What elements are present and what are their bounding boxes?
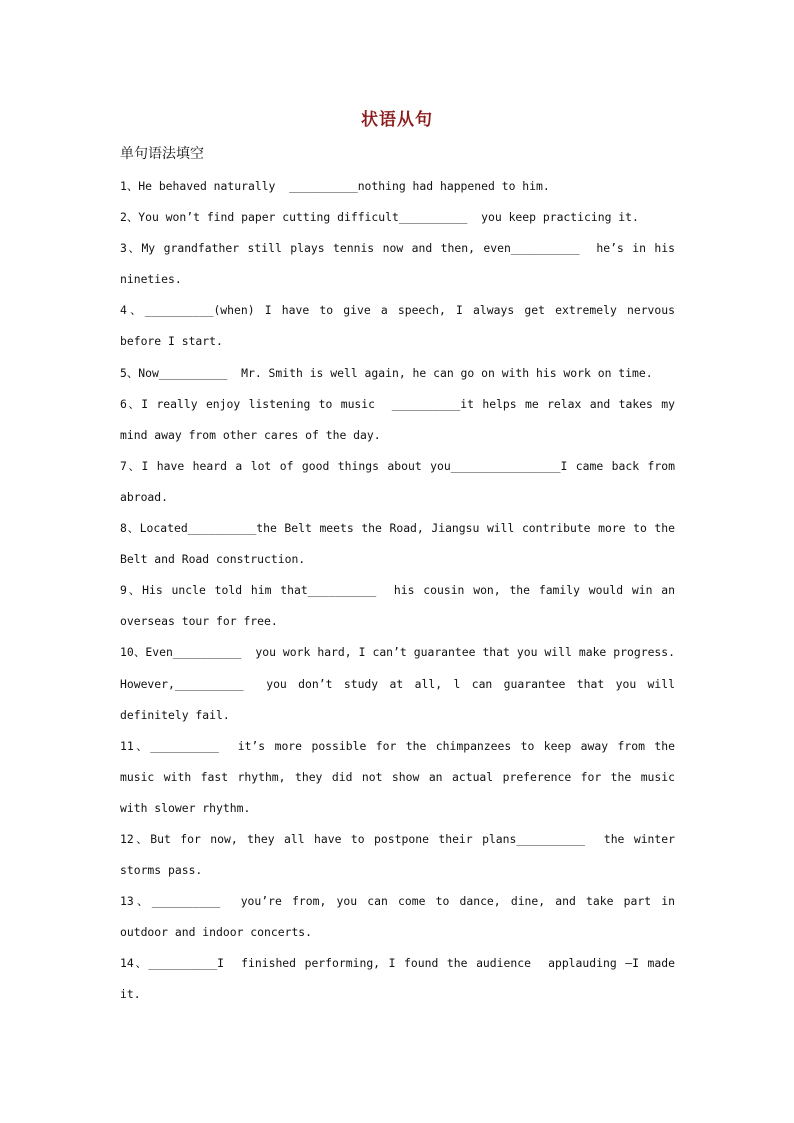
question-text: 8、Located__________the Belt meets the Road, Jiangsu will contribute more to the Belt and Road construction. [120,521,682,567]
question-text: 10、Even__________ you work hard, I can’t guarantee that you will make progress. However,__________ you don’t study at all, l can guarantee that you will definitely fail. [120,645,682,722]
page-title: 状语从句 [361,110,433,130]
question-item [120,948,689,1010]
question-item [120,295,682,357]
question-item [120,824,682,886]
question-item [120,202,675,233]
question-text: 4、__________(when) I have to give a speech, I always get extremely nervous before I start. [120,303,682,349]
question-text: 5、Now__________ Mr. Smith is well again, he can go on with his work on time. [120,365,653,380]
question-text: 14、__________I finished performing, I found the audience applauding —I made it. [120,956,689,1002]
question-item [120,171,675,202]
question-text: 6、I really enjoy listening to music __________it helps me relax and takes my mind away from other cares of the day. [120,396,682,442]
question-item [120,513,682,575]
question-text: 11、__________ it’s more possible for the chimpanzees to keep away from the music with fast rhythm, they did not show an actual preference for the music with slower rhythm. [120,738,682,815]
section-title: 单句语法填空 [120,146,204,162]
question-item [120,886,682,948]
question-item [120,731,682,824]
question-item [120,451,682,513]
question-item [120,575,682,637]
question-item [120,389,682,451]
question-text: 3、My grandfather still plays tennis now and then, even__________ he’s in his nineties. [120,241,682,287]
question-item [120,358,675,389]
question-item [120,233,682,295]
question-text: 7、I have heard a lot of good things about you________________I came back from abroad. [120,458,682,504]
question-text: 9、His uncle told him that__________ his cousin won, the family would win an overseas tour for free. [120,583,682,629]
question-text: 1、He behaved naturally __________nothing had happened to him. [120,179,550,193]
question-list [120,171,689,1011]
question-text: 2、You won’t find paper cutting difficult__________ you keep practicing it. [120,210,639,225]
question-item [120,637,682,730]
question-text: 12、But for now, they all have to postpone their plans__________ the winter storms pass. [120,831,682,878]
question-text: 13、__________ you’re from, you can come to dance, dine, and take part in outdoor and indoor concerts. [120,894,682,940]
